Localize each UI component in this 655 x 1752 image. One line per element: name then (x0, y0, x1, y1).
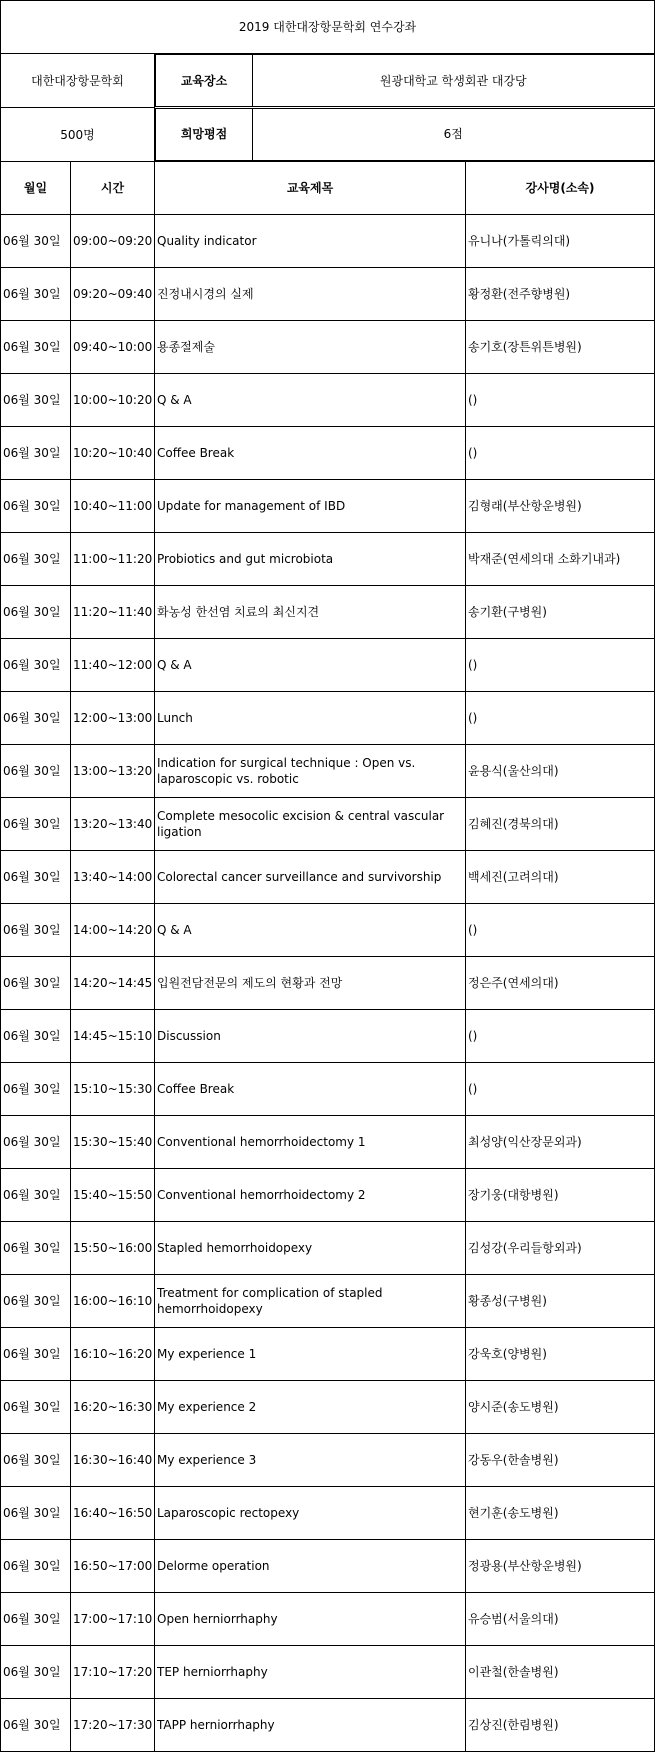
cell-date: 06월 30일 (1, 1010, 71, 1063)
cell-date: 06월 30일 (1, 798, 71, 851)
cell-speaker: 강욱호(양병원) (466, 1328, 655, 1381)
table-row (1, 1381, 655, 1434)
cell-time: 16:30~16:40 (71, 1434, 155, 1487)
table-row (1, 692, 655, 745)
cell-topic: Q & A (155, 639, 466, 692)
cell-speaker: 황정환(전주향병원) (466, 268, 655, 321)
cell-time: 13:20~13:40 (71, 798, 155, 851)
cell-topic: Delorme operation (155, 1540, 466, 1593)
cell-topic: Coffee Break (155, 1063, 466, 1116)
cell-topic: Colorectal cancer surveillance and survivorship (155, 851, 466, 904)
table-row (1, 1646, 655, 1699)
cell-speaker: () (466, 374, 655, 427)
cell-speaker: 김혜진(경북의대) (466, 798, 655, 851)
cell-time: 09:00~09:20 (71, 215, 155, 268)
table-row (1, 1116, 655, 1169)
table-row (1, 1328, 655, 1381)
table-row (1, 745, 655, 798)
cell-date: 06월 30일 (1, 427, 71, 480)
cell-date: 06월 30일 (1, 1169, 71, 1222)
cell-topic: Stapled hemorrhoidopexy (155, 1222, 466, 1275)
cell-date: 06월 30일 (1, 639, 71, 692)
cell-speaker: 유승범(서울의대) (466, 1593, 655, 1646)
table-row (1, 1699, 655, 1752)
table-row (1, 215, 655, 268)
cell-time: 11:00~11:20 (71, 533, 155, 586)
venue-subtable (155, 54, 655, 107)
cell-time: 15:40~15:50 (71, 1169, 155, 1222)
cell-time: 16:00~16:10 (71, 1275, 155, 1328)
cell-date: 06월 30일 (1, 1275, 71, 1328)
title-row (1, 1, 655, 54)
table-row (1, 1010, 655, 1063)
table-row (1, 798, 655, 851)
cell-topic: Update for management of IBD (155, 480, 466, 533)
cell-date: 06월 30일 (1, 1063, 71, 1116)
cell-topic: Lunch (155, 692, 466, 745)
cell-date: 06월 30일 (1, 851, 71, 904)
cell-time: 09:40~10:00 (71, 321, 155, 374)
cell-date: 06월 30일 (1, 480, 71, 533)
table-row (1, 957, 655, 1010)
table-row (1, 586, 655, 639)
cell-speaker: 백세진(고려의대) (466, 851, 655, 904)
table-row (1, 268, 655, 321)
table-row (1, 533, 655, 586)
cell-time: 09:20~09:40 (71, 268, 155, 321)
cell-speaker: () (466, 427, 655, 480)
header-time: 시간 (71, 162, 155, 215)
cell-date: 06월 30일 (1, 1593, 71, 1646)
table-row (1, 1540, 655, 1593)
cell-topic: TEP herniorrhaphy (155, 1646, 466, 1699)
table-row (1, 639, 655, 692)
cell-time: 17:10~17:20 (71, 1646, 155, 1699)
table-row (1, 374, 655, 427)
cell-speaker: 강동우(한솔병원) (466, 1434, 655, 1487)
cell-speaker: () (466, 1063, 655, 1116)
cell-speaker: 윤용식(울산의대) (466, 745, 655, 798)
cell-topic: Open herniorrhaphy (155, 1593, 466, 1646)
cell-time: 11:40~12:00 (71, 639, 155, 692)
cell-date: 06월 30일 (1, 692, 71, 745)
table-row (1, 480, 655, 533)
venue-label: 교육장소 (156, 55, 253, 107)
cell-speaker: () (466, 1010, 655, 1063)
organizer: 대한대장항문학회 (1, 54, 155, 108)
capacity: 500명 (1, 108, 155, 162)
cell-speaker: 김성강(우리들항외과) (466, 1222, 655, 1275)
cell-topic: Complete mesocolic excision & central vascular ligation (155, 798, 466, 851)
cell-topic: Conventional hemorrhoidectomy 1 (155, 1116, 466, 1169)
cell-topic: Treatment for complication of stapled hemorrhoidopexy (155, 1275, 466, 1328)
cell-time: 15:10~15:30 (71, 1063, 155, 1116)
cell-time: 11:20~11:40 (71, 586, 155, 639)
table-row (1, 1222, 655, 1275)
cell-date: 06월 30일 (1, 745, 71, 798)
cell-topic: Probiotics and gut microbiota (155, 533, 466, 586)
table-row (1, 1063, 655, 1116)
cell-speaker: 김형래(부산항운병원) (466, 480, 655, 533)
table-row (1, 851, 655, 904)
cell-topic: Discussion (155, 1010, 466, 1063)
cell-date: 06월 30일 (1, 1328, 71, 1381)
info-row-venue (1, 54, 655, 108)
table-row (1, 1434, 655, 1487)
cell-topic: My experience 1 (155, 1328, 466, 1381)
cell-time: 10:40~11:00 (71, 480, 155, 533)
cell-date: 06월 30일 (1, 1646, 71, 1699)
cell-date: 06월 30일 (1, 957, 71, 1010)
cell-date: 06월 30일 (1, 215, 71, 268)
cell-time: 10:20~10:40 (71, 427, 155, 480)
table-row (1, 1593, 655, 1646)
cell-topic: TAPP herniorrhaphy (155, 1699, 466, 1752)
cell-time: 17:20~17:30 (71, 1699, 155, 1752)
cell-topic: Quality indicator (155, 215, 466, 268)
cell-time: 13:40~14:00 (71, 851, 155, 904)
cell-date: 06월 30일 (1, 586, 71, 639)
table-row (1, 1275, 655, 1328)
page-title: 2019 대한대장항문학회 연수강좌 (1, 1, 655, 54)
cell-topic: My experience 3 (155, 1434, 466, 1487)
header-speaker: 강사명(소속) (466, 162, 655, 215)
cell-time: 13:00~13:20 (71, 745, 155, 798)
cell-speaker: 현기훈(송도병원) (466, 1487, 655, 1540)
cell-time: 17:00~17:10 (71, 1593, 155, 1646)
cell-date: 06월 30일 (1, 1116, 71, 1169)
cell-topic: 진정내시경의 실제 (155, 268, 466, 321)
cell-date: 06월 30일 (1, 1699, 71, 1752)
cell-date: 06월 30일 (1, 1381, 71, 1434)
cell-speaker: 장기웅(대항병원) (466, 1169, 655, 1222)
table-row (1, 427, 655, 480)
cell-time: 15:50~16:00 (71, 1222, 155, 1275)
cell-time: 16:50~17:00 (71, 1540, 155, 1593)
cell-time: 16:10~16:20 (71, 1328, 155, 1381)
cell-topic: My experience 2 (155, 1381, 466, 1434)
cell-topic: 용종절제술 (155, 321, 466, 374)
cell-date: 06월 30일 (1, 1487, 71, 1540)
cell-time: 14:45~15:10 (71, 1010, 155, 1063)
cell-time: 14:00~14:20 (71, 904, 155, 957)
cell-topic: 입원전담전문의 제도의 현황과 전망 (155, 957, 466, 1010)
cell-time: 10:00~10:20 (71, 374, 155, 427)
venue-value: 원광대학교 학생회관 대강당 (253, 55, 655, 107)
credit-value: 6점 (253, 108, 655, 160)
cell-time: 15:30~15:40 (71, 1116, 155, 1169)
header-row (1, 162, 655, 215)
info-row-credit (1, 108, 655, 162)
header-date: 월일 (1, 162, 71, 215)
cell-speaker: 송기환(구병원) (466, 586, 655, 639)
cell-topic: Q & A (155, 904, 466, 957)
table-row (1, 904, 655, 957)
table-row (1, 321, 655, 374)
cell-speaker: () (466, 692, 655, 745)
table-row (1, 1487, 655, 1540)
cell-speaker: 양시준(송도병원) (466, 1381, 655, 1434)
cell-date: 06월 30일 (1, 268, 71, 321)
cell-speaker: () (466, 904, 655, 957)
cell-speaker: 송기호(장튼위튼병원) (466, 321, 655, 374)
credit-label: 희망평점 (156, 108, 253, 160)
cell-date: 06월 30일 (1, 533, 71, 586)
cell-topic: Conventional hemorrhoidectomy 2 (155, 1169, 466, 1222)
cell-time: 16:20~16:30 (71, 1381, 155, 1434)
cell-date: 06월 30일 (1, 374, 71, 427)
cell-speaker: 황종성(구병원) (466, 1275, 655, 1328)
header-topic: 교육제목 (155, 162, 466, 215)
cell-date: 06월 30일 (1, 1222, 71, 1275)
credit-subtable (155, 108, 655, 161)
cell-time: 12:00~13:00 (71, 692, 155, 745)
cell-speaker: 정은주(연세의대) (466, 957, 655, 1010)
cell-topic: Q & A (155, 374, 466, 427)
cell-speaker: 김상진(한림병원) (466, 1699, 655, 1752)
cell-time: 16:40~16:50 (71, 1487, 155, 1540)
cell-topic: Laparoscopic rectopexy (155, 1487, 466, 1540)
table-row (1, 1169, 655, 1222)
cell-speaker: 정광용(부산항운병원) (466, 1540, 655, 1593)
cell-time: 14:20~14:45 (71, 957, 155, 1010)
cell-speaker: 최성양(익산장문외과) (466, 1116, 655, 1169)
cell-speaker: 박재준(연세의대 소화기내과) (466, 533, 655, 586)
cell-speaker: 유니나(가톨릭의대) (466, 215, 655, 268)
cell-topic: Coffee Break (155, 427, 466, 480)
cell-date: 06월 30일 (1, 1540, 71, 1593)
cell-topic: Indication for surgical technique : Open vs. laparoscopic vs. robotic (155, 745, 466, 798)
cell-date: 06월 30일 (1, 321, 71, 374)
cell-speaker: 이관철(한솔병원) (466, 1646, 655, 1699)
cell-date: 06월 30일 (1, 904, 71, 957)
cell-date: 06월 30일 (1, 1434, 71, 1487)
cell-speaker: () (466, 639, 655, 692)
cell-topic: 화농성 한선염 치료의 최신지견 (155, 586, 466, 639)
